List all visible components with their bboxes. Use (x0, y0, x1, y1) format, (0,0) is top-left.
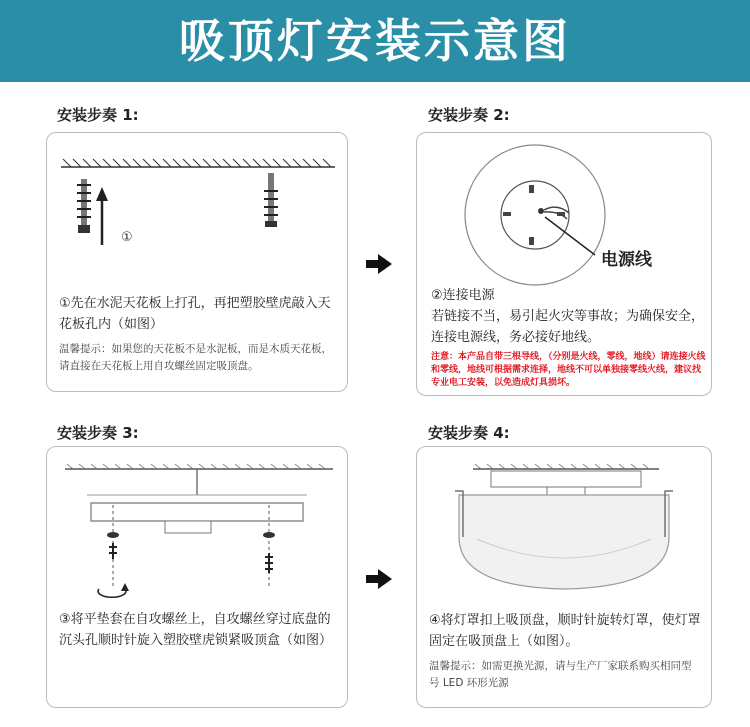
step-3-panel (46, 446, 348, 708)
right-arrow-icon (366, 254, 392, 274)
step-2-illustration (417, 133, 712, 293)
step-2-detail: 若链接不当，易引起火灾等事故；为确保安全，连接电源线，务必接好地线。 (431, 309, 705, 345)
step-2-instruction: ②连接电源 (431, 288, 495, 303)
step-2-panel (416, 132, 712, 396)
step-4-tip: 温馨提示：如需更换光源，请与生产厂家联系购买相同型号 LED 环形光源 (429, 660, 692, 689)
step-2-warning: 注意：本产品自带三根导线，（分别是火线，零线，地线）请连接火线和零线，地线可根据需求连择，地线不可以单独接零线火线，建议找专业电工安装，以免造成灯具损坏。 (431, 352, 706, 388)
step-4-instruction: ④将灯罩扣上吸顶盘，顺时针旋转灯罩，使灯罩固定在吸顶盘上（如图）。 (429, 613, 701, 649)
step-3-instruction: ③将平垫套在自攻螺丝上，自攻螺丝穿过底盘的沉头孔顺时针旋入塑胶壁虎锁紧吸顶盒（如图） (59, 612, 333, 648)
step-2-heading: 安装步奏 2: (428, 106, 510, 124)
right-arrow-icon (366, 569, 392, 589)
step-1-instruction: ①先在水泥天花板上打孔，再把塑胶壁虎敲入天花板孔内（如图） (59, 296, 331, 332)
step-1-heading: 安装步奏 1: (57, 106, 139, 124)
power-cable-label: 电源线 (601, 250, 652, 270)
page-title: 吸顶灯安装示意图 (179, 14, 571, 68)
step-1-illustration (47, 133, 348, 283)
step-1-figure-label: ① (121, 230, 133, 245)
step-1-tip: 温馨提示：如果您的天花板不是水泥板，而是木质天花板，请直接在天花板上用自攻螺丝固定吸顶盘。 (59, 343, 332, 372)
step-4-panel (416, 446, 712, 708)
step-3-heading: 安装步奏 3: (57, 424, 139, 442)
step-1-panel (46, 132, 348, 392)
step-3-illustration (47, 447, 348, 607)
wall-anchor-left (77, 179, 91, 233)
wall-anchor-right (264, 173, 278, 227)
step-4-heading: 安装步奏 4: (428, 424, 510, 442)
step-4-illustration (417, 447, 712, 607)
